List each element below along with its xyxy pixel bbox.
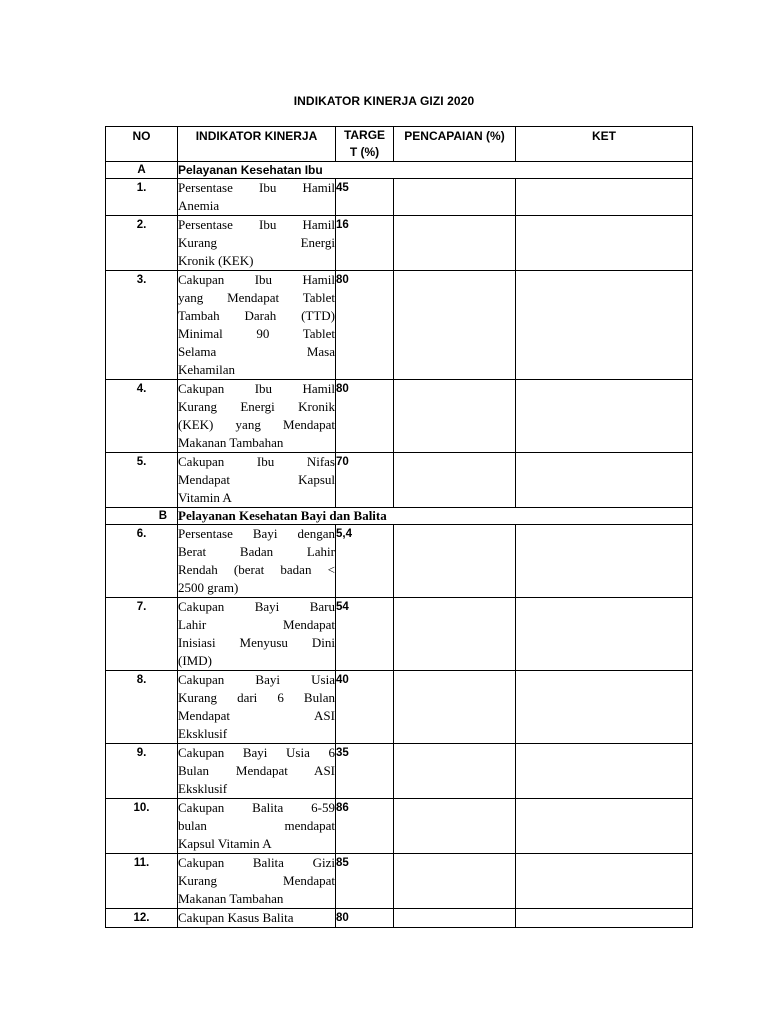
indikator-line: Selama Masa [178,344,335,359]
table-header-row [106,127,693,162]
header-target-line1: TARGE [343,128,386,142]
row-ket [516,525,693,598]
row-target: 5,4 [336,525,394,598]
table-row [106,598,693,671]
row-pencapaian [394,598,516,671]
indikator-line: (IMD) [178,653,212,668]
indikator-line: bulan mendapat [178,818,335,833]
row-number: 10. [106,799,178,854]
indikator-line: Kapsul Vitamin A [178,836,272,851]
row-ket [516,271,693,380]
table-row [106,854,693,909]
row-ket [516,216,693,271]
row-ket [516,854,693,909]
row-pencapaian [394,854,516,909]
row-indikator [178,854,336,909]
table-row [106,453,693,508]
row-target: 86 [336,799,394,854]
indikator-line: yang Mendapat Tablet [178,290,335,305]
row-ket [516,744,693,799]
row-number: 5. [106,453,178,508]
indikator-line: Cakupan Ibu Hamil [178,381,335,396]
row-pencapaian [394,216,516,271]
row-pencapaian [394,909,516,928]
table-row [106,271,693,380]
indikator-line: Persentase Ibu Hamil [178,180,335,195]
row-pencapaian [394,380,516,453]
indikator-line: Minimal 90 Tablet [178,326,335,341]
indikator-line: Anemia [178,198,220,213]
row-number: 6. [106,525,178,598]
indikator-line: Kurang Mendapat [178,873,335,888]
row-pencapaian [394,525,516,598]
indikator-line: Kronik (KEK) [178,253,254,268]
row-target: 16 [336,216,394,271]
document-title: INDIKATOR KINERJA GIZI 2020 [293,94,475,108]
row-number: 9. [106,744,178,799]
indikator-line: Eksklusif [178,781,228,796]
indikator-line: Eksklusif [178,726,228,741]
row-target: 45 [336,179,394,216]
row-target: 80 [336,380,394,453]
indikator-line: Cakupan Ibu Hamil [178,272,335,287]
header-no: NO [106,127,178,162]
table-row [106,380,693,453]
row-indikator [178,598,336,671]
row-indikator [178,909,336,928]
table-row [106,671,693,744]
row-target: 40 [336,671,394,744]
row-indikator [178,453,336,508]
row-number: 1. [106,179,178,216]
table-row [106,179,693,216]
row-number: 7. [106,598,178,671]
row-indikator [178,179,336,216]
indikator-line: Inisiasi Menyusu Dini [178,635,335,650]
indikator-line: Mendapat ASI [178,708,335,723]
row-ket [516,671,693,744]
row-indikator [178,799,336,854]
indikator-line: Berat Badan Lahir [178,544,335,559]
table-body [106,162,693,928]
indikator-line: Kurang Energi Kronik [178,399,335,414]
header-indikator: INDIKATOR KINERJA [178,127,336,162]
row-number: 2. [106,216,178,271]
table-row [106,909,693,928]
header-pencapaian: PENCAPAIAN (%) [394,127,516,162]
row-target: 80 [336,271,394,380]
indikator-table [105,126,693,928]
indikator-line: Kurang dari 6 Bulan [178,690,335,705]
row-ket [516,380,693,453]
indikator-line: Cakupan Bayi Baru [178,599,335,614]
row-target: 54 [336,598,394,671]
row-indikator [178,671,336,744]
table-row [106,216,693,271]
section-label: Pelayanan Kesehatan Bayi dan Balita [178,508,693,525]
row-ket [516,909,693,928]
table-row [106,525,693,598]
indikator-line: Cakupan Balita Gizi [178,855,335,870]
section-label: Pelayanan Kesehatan Ibu [178,162,693,179]
indikator-line: Cakupan Kasus Balita [178,910,294,925]
row-number: 4. [106,380,178,453]
indikator-line: Cakupan Bayi Usia [178,672,335,687]
row-indikator [178,271,336,380]
row-ket [516,453,693,508]
row-pencapaian [394,671,516,744]
indikator-line: Kehamilan [178,362,236,377]
indikator-line: Cakupan Bayi Usia 6 [178,745,335,760]
table-row [106,799,693,854]
row-pencapaian [394,271,516,380]
header-target [336,127,394,162]
indikator-line: Cakupan Balita 6-59 [178,800,335,815]
row-number: 11. [106,854,178,909]
indikator-line: Makanan Tambahan [178,891,284,906]
indikator-line: Makanan Tambahan [178,435,284,450]
indikator-line: Mendapat Kapsul [178,472,335,487]
indikator-line: Kurang Energi [178,235,335,250]
row-target: 85 [336,854,394,909]
row-pencapaian [394,744,516,799]
section-code: B [106,508,178,525]
row-indikator [178,216,336,271]
row-ket [516,179,693,216]
indikator-line: Cakupan Ibu Nifas [178,454,335,469]
indikator-line: (KEK) yang Mendapat [178,417,335,432]
section-row [106,508,693,525]
header-ket: KET [516,127,693,162]
row-pencapaian [394,179,516,216]
section-code: A [106,162,178,179]
row-ket [516,799,693,854]
row-number: 12. [106,909,178,928]
row-indikator [178,380,336,453]
indikator-line: Persentase Ibu Hamil [178,217,335,232]
row-indikator [178,744,336,799]
row-target: 80 [336,909,394,928]
indikator-line: Tambah Darah (TTD) [178,308,335,323]
row-pencapaian [394,453,516,508]
row-pencapaian [394,799,516,854]
indikator-line: Bulan Mendapat ASI [178,763,335,778]
indikator-line: Vitamin A [178,490,232,505]
row-number: 3. [106,271,178,380]
row-indikator [178,525,336,598]
row-number: 8. [106,671,178,744]
indikator-line: Persentase Bayi dengan [178,526,335,541]
section-row [106,162,693,179]
table-row [106,744,693,799]
indikator-line: 2500 gram) [178,580,239,595]
header-target-line2: T (%) [349,145,380,159]
indikator-line: Rendah (berat badan < [178,562,335,577]
row-ket [516,598,693,671]
indikator-line: Lahir Mendapat [178,617,335,632]
row-target: 70 [336,453,394,508]
row-target: 35 [336,744,394,799]
